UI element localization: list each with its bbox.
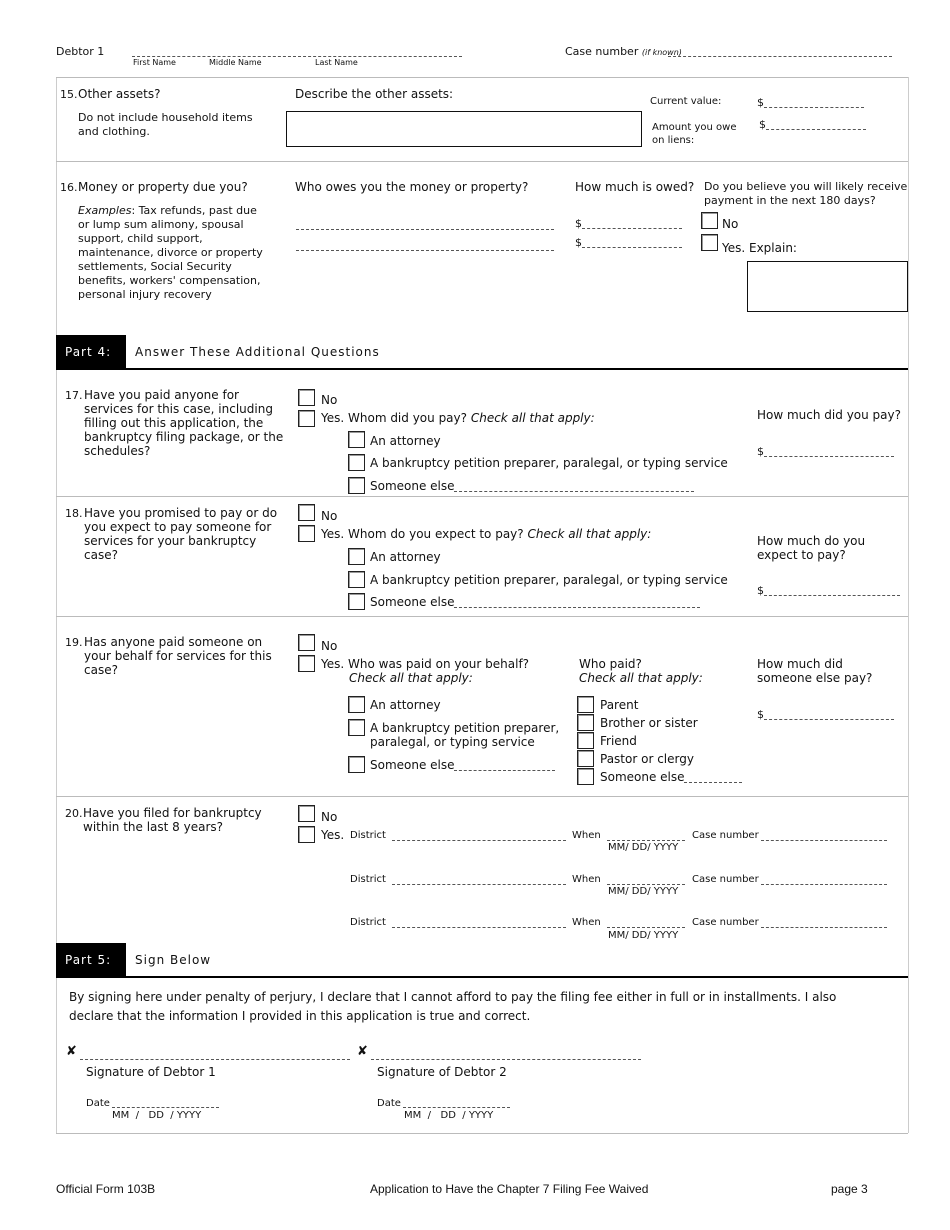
- signature-debtor1-label: Signature of Debtor 1: [86, 1065, 216, 1079]
- debtor-name-field[interactable]: [132, 56, 462, 57]
- q19-someone-field[interactable]: [454, 770, 555, 771]
- q18-someone-checkbox[interactable]: [348, 593, 365, 610]
- footer-form-number: Official Form 103B: [56, 1182, 156, 1196]
- q20-case-field-3[interactable]: [761, 927, 887, 928]
- q16-who-owes-field-1[interactable]: [296, 229, 554, 230]
- q16-dollar-2: $: [575, 236, 582, 249]
- q18-no-checkbox[interactable]: [298, 504, 315, 521]
- frame-bottom: [56, 1133, 908, 1134]
- q16-yes-checkbox[interactable]: [701, 234, 718, 251]
- q19-clergy-label: Pastor or clergy: [600, 752, 694, 766]
- q20-date-format-3: MM/ DD/ YYYY: [608, 930, 679, 941]
- q16-number: 16.: [60, 181, 78, 194]
- q19-friend-checkbox[interactable]: [577, 732, 594, 749]
- part4-title: Answer These Additional Questions: [135, 345, 380, 359]
- q19-question: Has anyone paid someone on your behalf for services for this case?: [84, 635, 272, 677]
- part5-title: Sign Below: [135, 953, 212, 967]
- q18-number: 18.: [65, 507, 83, 520]
- q19-someone-checkbox[interactable]: [348, 756, 365, 773]
- q20-district-field-2[interactable]: [392, 884, 566, 885]
- q16-believe-label: Do you believe you will likely receive payment in the next 180 days?: [704, 180, 908, 207]
- q18-someone-field[interactable]: [454, 607, 700, 608]
- q20-yes-checkbox[interactable]: [298, 826, 315, 843]
- q19-no-label: No: [321, 639, 338, 653]
- part4-label: Part 4:: [56, 335, 126, 369]
- q18-yes-checkbox[interactable]: [298, 525, 315, 542]
- signature-debtor1-field[interactable]: [80, 1059, 350, 1060]
- signature-debtor2-field[interactable]: [371, 1059, 641, 1060]
- debtor-label: Debtor 1: [56, 45, 105, 58]
- q20-number: 20.: [65, 807, 83, 820]
- q16-amount-field-2[interactable]: [582, 247, 682, 248]
- q17-preparer-checkbox[interactable]: [348, 454, 365, 471]
- q17-amount-field[interactable]: [764, 456, 894, 457]
- q18-attorney-label: An attorney: [370, 550, 441, 564]
- q20-case-label-1: Case number: [692, 830, 759, 841]
- date-label-1: Date: [86, 1098, 110, 1109]
- q18-attorney-checkbox[interactable]: [348, 548, 365, 565]
- footer-form-title: Application to Have the Chapter 7 Filing Fee Waived: [370, 1182, 649, 1196]
- q18-question: Have you promised to pay or do you expect to pay someone for services for your bankruptcy case?: [84, 506, 278, 562]
- q20-when-label-3: When: [572, 917, 601, 928]
- q19-number: 19.: [65, 636, 83, 649]
- q19-preparer-label: A bankruptcy petition preparer, paralegal, or typing service: [370, 721, 560, 749]
- q20-case-label-2: Case number: [692, 874, 759, 885]
- q19-who-paid-label: Who paid?: [579, 657, 642, 671]
- q15-title: Other assets?: [78, 87, 161, 101]
- last-name-label: Last Name: [315, 58, 358, 67]
- q17-yes-checkbox[interactable]: [298, 410, 315, 427]
- q20-yes-label: Yes.: [321, 828, 345, 842]
- q19-who-paid-check-all: Check all that apply:: [579, 671, 703, 685]
- q19-preparer-checkbox[interactable]: [348, 719, 365, 736]
- q19-sibling-label: Brother or sister: [600, 716, 698, 730]
- q15-dollar-2: $: [759, 118, 766, 131]
- q16-title: Money or property due you?: [78, 180, 248, 194]
- frame-right: [908, 77, 909, 1133]
- q16-who-owes-field-2[interactable]: [296, 250, 554, 251]
- case-number-label: Case number (if known): [565, 45, 682, 58]
- q18-amount-field[interactable]: [764, 595, 900, 596]
- q19-attorney-label: An attorney: [370, 698, 441, 712]
- q19-someone-label: Someone else: [370, 758, 455, 772]
- q20-case-field-2[interactable]: [761, 884, 887, 885]
- q16-dollar-1: $: [575, 217, 582, 230]
- q20-district-label-2: District: [350, 874, 386, 885]
- q18-yes-label: Yes. Whom do you expect to pay? Check all that apply:: [321, 527, 652, 541]
- q20-district-field-1[interactable]: [392, 840, 566, 841]
- q19-payer-someone-field[interactable]: [684, 782, 742, 783]
- q19-parent-checkbox[interactable]: [577, 696, 594, 713]
- q20-no-checkbox[interactable]: [298, 805, 315, 822]
- q15-number: 15.: [60, 88, 78, 101]
- q19-attorney-checkbox[interactable]: [348, 696, 365, 713]
- q16-who-owes-label: Who owes you the money or property?: [295, 180, 529, 194]
- q17-number: 17.: [65, 389, 83, 402]
- part5-label: Part 5:: [56, 943, 126, 977]
- q17-question: Have you paid anyone for services for this case, including filling out this application, the bankruptcy filing package, or the schedules?: [84, 388, 284, 458]
- q19-no-checkbox[interactable]: [298, 634, 315, 651]
- q16-no-label: No: [722, 217, 739, 231]
- q15-current-value-field[interactable]: [764, 107, 864, 108]
- q20-district-label-1: District: [350, 830, 386, 841]
- q17-preparer-label: A bankruptcy petition preparer, paralegal, or typing service: [370, 456, 728, 470]
- case-number-field[interactable]: [668, 56, 892, 57]
- date-format-1: MM / DD / YYYY: [112, 1110, 202, 1121]
- date-format-2: MM / DD / YYYY: [404, 1110, 494, 1121]
- date-label-2: Date: [377, 1098, 401, 1109]
- footer-page-number: page 3: [831, 1182, 868, 1196]
- q18-dollar: $: [757, 584, 764, 597]
- q19-yes-checkbox[interactable]: [298, 655, 315, 672]
- q20-case-label-3: Case number: [692, 917, 759, 928]
- q20-district-field-3[interactable]: [392, 927, 566, 928]
- q15-note: Do not include household items and clothing.: [78, 111, 253, 138]
- q19-sibling-checkbox[interactable]: [577, 714, 594, 731]
- q17-no-label: No: [321, 393, 338, 407]
- q17-someone-label: Someone else: [370, 479, 455, 493]
- q20-case-field-1[interactable]: [761, 840, 887, 841]
- q19-amount-field[interactable]: [764, 719, 894, 720]
- q20-when-label-1: When: [572, 830, 601, 841]
- q20-no-label: No: [321, 810, 338, 824]
- sign-x-icon-1: ✘: [66, 1044, 77, 1059]
- q16-no-checkbox[interactable]: [701, 212, 718, 229]
- q19-parent-label: Parent: [600, 698, 639, 712]
- q16-yes-label: Yes. Explain:: [722, 241, 797, 255]
- declaration-text: By signing here under penalty of perjury, I declare that I cannot afford to pay the filing fee either in full or in installments. I also declare that the information I provided in this application is true and correct.: [69, 990, 837, 1023]
- q17-how-much-label: How much did you pay?: [757, 408, 901, 422]
- frame-top: [56, 77, 908, 78]
- q18-someone-label: Someone else: [370, 595, 455, 609]
- signature-debtor2-label: Signature of Debtor 2: [377, 1065, 507, 1079]
- q17-attorney-checkbox[interactable]: [348, 431, 365, 448]
- q19-payer-someone-checkbox[interactable]: [577, 768, 594, 785]
- q16-how-much-label: How much is owed?: [575, 180, 695, 194]
- part5-header: [56, 943, 908, 977]
- q15-liens-label: Amount you owe on liens:: [652, 122, 737, 146]
- q17-no-checkbox[interactable]: [298, 389, 315, 406]
- q18-preparer-label: A bankruptcy petition preparer, paralegal, or typing service: [370, 573, 728, 587]
- part4-header: [56, 335, 908, 369]
- q15-describe-input[interactable]: [286, 111, 642, 147]
- q18-preparer-checkbox[interactable]: [348, 571, 365, 588]
- q20-when-label-2: When: [572, 874, 601, 885]
- q19-dollar: $: [757, 708, 764, 721]
- q16-explain-input[interactable]: [747, 261, 908, 312]
- middle-name-label: Middle Name: [209, 58, 262, 67]
- q19-payer-someone-label: Someone else: [600, 770, 685, 784]
- first-name-label: First Name: [133, 58, 176, 67]
- q19-friend-label: Friend: [600, 734, 637, 748]
- q17-yes-label: Yes. Whom did you pay? Check all that apply:: [321, 411, 595, 425]
- q20-date-format-1: MM/ DD/ YYYY: [608, 842, 679, 853]
- q16-examples: Examples: Tax refunds, past due or lump sum alimony, spousal support, child support, maintenance, divorce or property settlements, Social Security benefits, workers' compensation, personal injury recovery: [78, 204, 263, 301]
- q17-someone-field[interactable]: [454, 491, 694, 492]
- q17-someone-checkbox[interactable]: [348, 477, 365, 494]
- q17-dollar: $: [757, 445, 764, 458]
- q15-dollar-1: $: [757, 96, 764, 109]
- divider-15-16: [56, 161, 908, 162]
- date-field-1[interactable]: [112, 1107, 219, 1108]
- q15-describe-label: Describe the other assets:: [295, 87, 454, 101]
- sign-x-icon-2: ✘: [357, 1044, 368, 1059]
- divider-18-19: [56, 616, 908, 617]
- q20-date-format-2: MM/ DD/ YYYY: [608, 886, 679, 897]
- q19-check-all: Check all that apply:: [349, 671, 473, 685]
- q20-district-label-3: District: [350, 917, 386, 928]
- q20-question: Have you filed for bankruptcy within the last 8 years?: [83, 806, 262, 834]
- divider-17-18: [56, 496, 908, 497]
- q19-clergy-checkbox[interactable]: [577, 750, 594, 767]
- date-field-2[interactable]: [403, 1107, 510, 1108]
- q19-yes-label: Yes. Who was paid on your behalf?: [321, 657, 530, 671]
- q15-current-value-label: Current value:: [650, 96, 722, 107]
- q18-no-label: No: [321, 509, 338, 523]
- q16-amount-field-1[interactable]: [582, 228, 682, 229]
- q20-when-field-3[interactable]: [607, 927, 685, 928]
- q19-how-much-label: How much did someone else pay?: [757, 657, 873, 685]
- q18-how-much-label: How much do you expect to pay?: [757, 534, 866, 562]
- q15-liens-field[interactable]: [766, 129, 866, 130]
- q17-attorney-label: An attorney: [370, 434, 441, 448]
- divider-19-20: [56, 796, 908, 797]
